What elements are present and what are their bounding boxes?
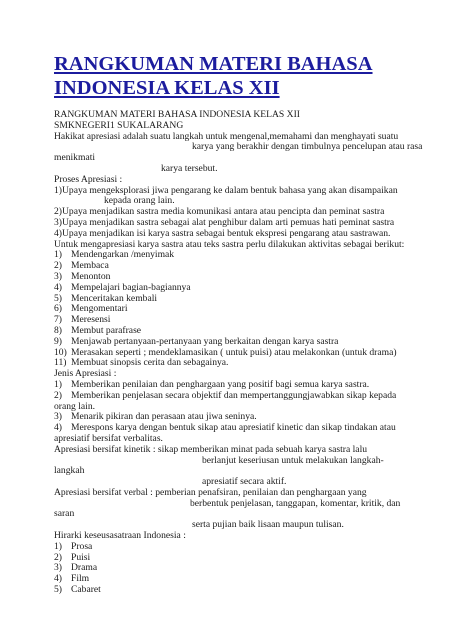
line-text: Hakikat apresiasi adalah suatu langkah untuk mengenal,memahami dan menghayati suatu	[54, 130, 399, 142]
line-text: Memberikan penjelasan secara objektif dan mempertanggungjawabkan sikap kepada	[71, 389, 397, 401]
list-number: 3)	[54, 411, 62, 423]
line-text: kepada orang lain.	[104, 195, 175, 207]
line-text: Mempelajari bagian-bagiannya	[71, 281, 191, 293]
list-number: 8)	[54, 324, 62, 336]
list-item	[54, 563, 414, 574]
title-line[interactable]: INDONESIA KELAS XII	[54, 77, 280, 99]
line-text: saran	[54, 508, 75, 520]
line-text: Hirarki keseusasatraan Indonesia :	[54, 530, 186, 542]
line-text: Menceritakan kembali	[71, 292, 158, 304]
text-line	[54, 153, 414, 164]
line-text: Proses Apresiasi :	[54, 173, 123, 185]
line-text: apresiatif secara aktif.	[202, 476, 287, 488]
line-text: Prosa	[71, 540, 93, 552]
line-text: 2)Upaya menjadikan sastra media komunikasi antara atau pencipta dan peminat sastra	[54, 206, 385, 218]
list-item	[54, 391, 414, 402]
list-number: 7)	[54, 314, 62, 326]
line-text: langkah	[54, 465, 85, 477]
line-text: Membuat sinopsis cerita dan sebagainya.	[71, 357, 229, 369]
line-text: orang lain.	[54, 400, 96, 412]
list-number: 4)	[54, 422, 62, 434]
line-text: karya tersebut.	[161, 162, 218, 174]
list-number: 1)	[54, 378, 62, 390]
line-text: Cabaret	[71, 584, 101, 596]
line-text: Merespons karya dengan bentuk sikap atau apresiatif kinetic dan sikap tindakan atau	[71, 422, 396, 434]
document-title[interactable]	[54, 52, 384, 100]
line-text: Untuk mengapresiasi karya sastra atau teks sastra perlu dilakukan aktivitas sebagai berikut:	[54, 238, 405, 250]
list-number: 4)	[54, 573, 62, 585]
list-number: 2)	[54, 389, 62, 401]
list-number: 1)	[54, 249, 62, 261]
text-line	[54, 499, 414, 510]
list-number: 11)	[54, 357, 67, 369]
line-text: RANGKUMAN MATERI BAHASA INDONESIA KELAS XII	[54, 109, 300, 120]
list-number: 9)	[54, 335, 62, 347]
list-number: 3)	[54, 270, 62, 282]
line-text: 4)Upaya menjadikan isi karya sastra sebagai bentuk ekspresi pengarang atau sastrawan.	[54, 227, 391, 239]
list-item	[54, 574, 414, 585]
list-number: 10)	[54, 346, 67, 358]
list-item	[54, 553, 414, 564]
text-line	[54, 456, 414, 467]
line-text: Mengomentari	[71, 303, 128, 315]
line-text: Film	[71, 573, 90, 585]
line-text: karya yang berakhir dengan timbulnya pencelupan atau rasa	[192, 141, 423, 153]
list-number: 1)	[54, 540, 62, 552]
line-text: berbentuk penjelasan, tanggapan, komentar, kritik, dan	[190, 497, 401, 509]
list-item	[54, 542, 414, 553]
list-number: 5)	[54, 584, 62, 596]
line-text: Jenis Apresiasi :	[54, 368, 117, 380]
line-text: berlanjut keseriusan untuk melakukan langkah-	[202, 454, 384, 466]
line-text: Menarik pikiran dan perasaan atau jiwa seninya.	[71, 411, 257, 423]
line-text: Apresiasi bersifat verbal : pemberian penafsiran, penilaian dan penghargaan yang	[54, 486, 367, 498]
document-body	[54, 109, 423, 596]
line-text: Membut parafrase	[71, 324, 142, 336]
line-text: Puisi	[71, 551, 91, 563]
line-text: serta pujian baik lisaan maupun tulisan.	[192, 519, 344, 531]
line-text: SMKNEGERI1 SUKALARANG	[54, 119, 184, 131]
text-line	[54, 531, 414, 542]
title-line[interactable]: RANGKUMAN MATERI BAHASA	[54, 53, 373, 75]
list-number: 6)	[54, 303, 62, 315]
list-number: 2)	[54, 260, 62, 272]
list-number: 3)	[54, 562, 62, 574]
line-text: Apresiasi bersifat kinetik : sikap memberikan minat pada sebuah karya sastra lalu	[54, 443, 368, 455]
list-item	[54, 585, 414, 596]
line-text: apresiatif bersifat verbalitas.	[54, 432, 163, 444]
line-text: Drama	[71, 562, 98, 574]
line-text: Menjawab pertanyaan-pertanyaan yang berkaitan dengan karya sastra	[71, 335, 339, 347]
list-number: 2)	[54, 551, 62, 563]
line-text: 3)Upaya menjadikan sastra sebagai alat penghibur dalam arti pemuas hati peminat sastra	[54, 216, 395, 228]
line-text: Meresensi	[71, 314, 111, 326]
line-text: 1)Upaya mengeksplorasi jiwa pengarang ke dalam bentuk bahasa yang akan disampaikan	[54, 184, 398, 196]
list-number: 5)	[54, 292, 62, 304]
text-line	[54, 141, 423, 153]
line-text: Menonton	[71, 270, 111, 282]
line-text: Memberikan penilaian dan penghargaan yang positif bagi semua karya sastra.	[71, 378, 370, 390]
line-text: Membaca	[71, 260, 109, 272]
list-number: 4)	[54, 281, 62, 293]
line-text: menikmati	[54, 152, 96, 164]
line-text: Merasakan seperti ; mendeklamasikan ( untuk puisi) atau melakonkan (untuk drama)	[71, 346, 397, 358]
line-text: Mendengarkan /menyimak	[71, 249, 175, 261]
